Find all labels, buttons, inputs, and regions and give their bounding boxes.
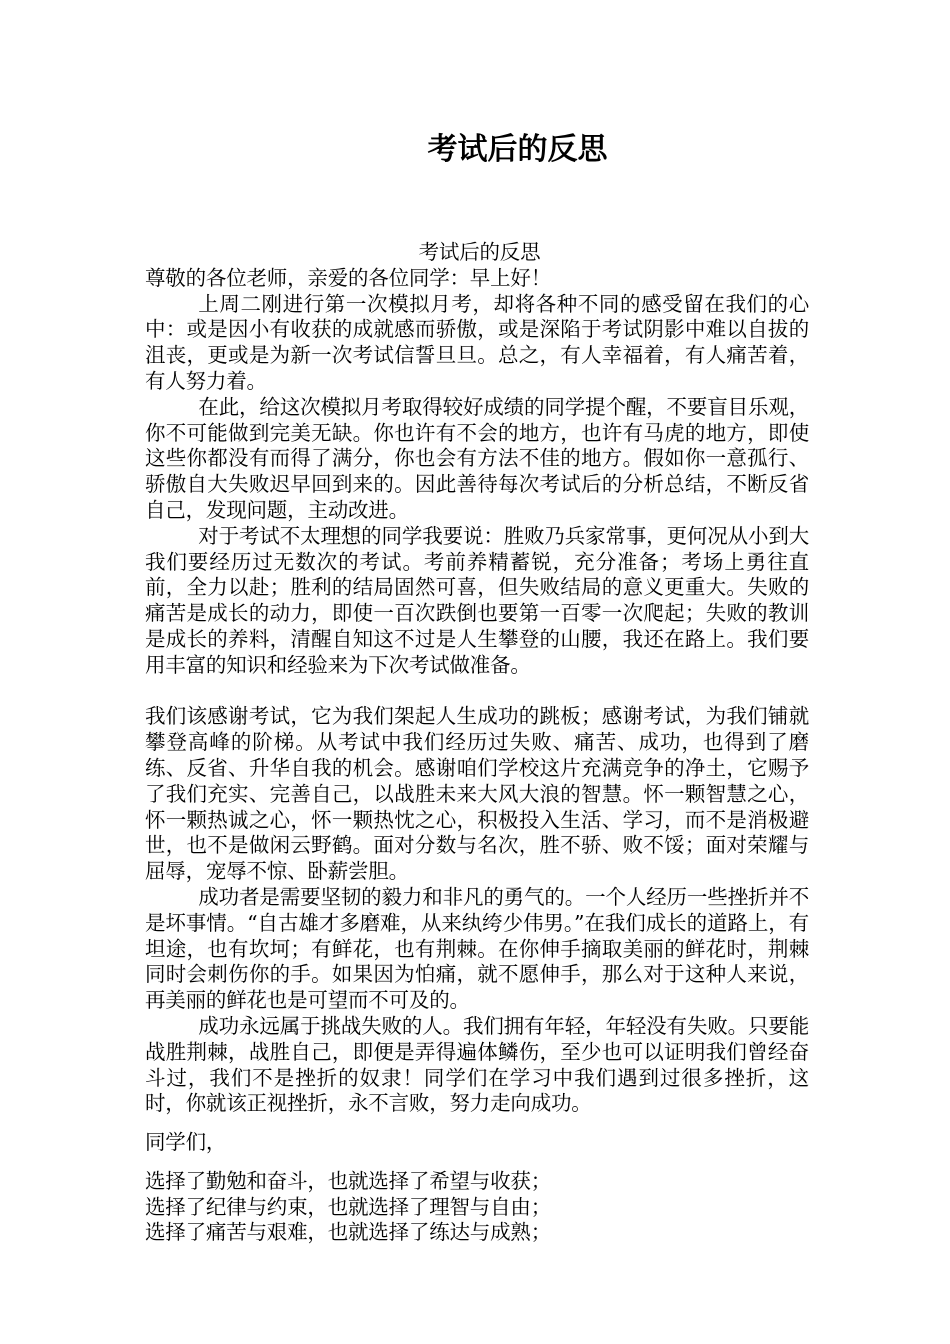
address-line: 同学们， (145, 1130, 227, 1155)
closing-line-1: 选择了勤勉和奋斗，也就选择了希望与收获； (145, 1168, 551, 1193)
paragraph-5: 成功者是需要坚韧的毅力和非凡的勇气的。一个人经历一些挫折并不是坏事情。“自古雄才多磨难，从来纨绔少伟男。”在我们成长的道路上，有坦途，也有坎坷；有鲜花，也有荆棘。在你伸手摘取美丽的鲜花时，荆棘同时会刺伤你的手。如果因为怕痛，就不愿伸手，那么对于这种人来说，再美丽的鲜花也是可望而不可及的。 (145, 884, 809, 1013)
paragraph-2: 在此，给这次模拟月考取得较好成绩的同学提个醒，不要盲目乐观，你不可能做到完美无缺。你也许有不会的地方，也许有马虎的地方，即使这些你都没有而得了满分，你也会有方法不佳的地方。假如你一意孤行、骄傲自大失败迟早回到来的。因此善待每次考试后的分析总结，不断反省自己，发现问题，主动改进。 (145, 394, 809, 522)
document-body (145, 240, 809, 1246)
paragraph-3: 对于考试不太理想的同学我要说：胜败乃兵家常事，更何况从小到大我们要经历过无数次的考试。考前养精蓄锐，充分准备；考场上勇往直前，全力以赴；胜利的结局固然可喜，但失败结局的意义更重大。失败的痛苦是成长的动力，即使一百次跌倒也要第一百零一次爬起；失败的教训是成长的养料，清醒自知这不过是人生攀登的山腰，我还在路上。我们要用丰富的知识和经验来为下次考试做准备。 (145, 523, 809, 677)
greeting: 尊敬的各位老师，亲爱的各位同学：早上好！ (145, 265, 551, 290)
paragraph-6: 成功永远属于挑战失败的人。我们拥有年轻，年轻没有失败。只要能战胜荆棘，战胜自己，即便是弄得遍体鳞伤，至少也可以证明我们曾经奋斗过，我们不是挫折的奴隶！同学们在学习中我们遇到过很多挫折，这时，你就该正视挫折，永不言败，努力走向成功。 (145, 1013, 809, 1116)
closing-line-2: 选择了纪律与约束，也就选择了理智与自由； (145, 1194, 551, 1219)
spacer (145, 1117, 809, 1130)
paragraph-4: 我们该感谢考试，它为我们架起人生成功的跳板；感谢考试，为我们铺就攀登高峰的阶梯。从考试中我们经历过失败、痛苦、成功，也得到了磨练、反省、升华自我的机会。感谢咱们学校这片充满竞争的净土，它赐予了我们充实、完善自己，以战胜未来大风大浪的智慧。怀一颗智慧之心，怀一颗热诚之心，怀一颗热忱之心，积极投入生活、学习，而不是消极避世，也不是做闲云野鹤。面对分数与名次，胜不骄、败不馁；面对荣耀与屈辱，宠辱不惊、卧薪尝胆。 (145, 704, 809, 884)
spacer (145, 1156, 809, 1169)
paragraph-1: 上周二刚进行第一次模拟月考，却将各种不同的感受留在我们的心中：或是因小有收获的成就感而骄傲，或是深陷于考试阴影中难以自拔的沮丧，更或是为新一次考试信誓旦旦。总之，有人幸福着，有人痛苦着，有人努力着。 (145, 291, 809, 393)
closing-line-3: 选择了痛苦与艰难，也就选择了练达与成熟； (145, 1220, 551, 1245)
document-subtitle: 考试后的反思 (418, 240, 541, 264)
page-title: 考试后的反思 (427, 132, 608, 167)
spacer (145, 679, 809, 705)
